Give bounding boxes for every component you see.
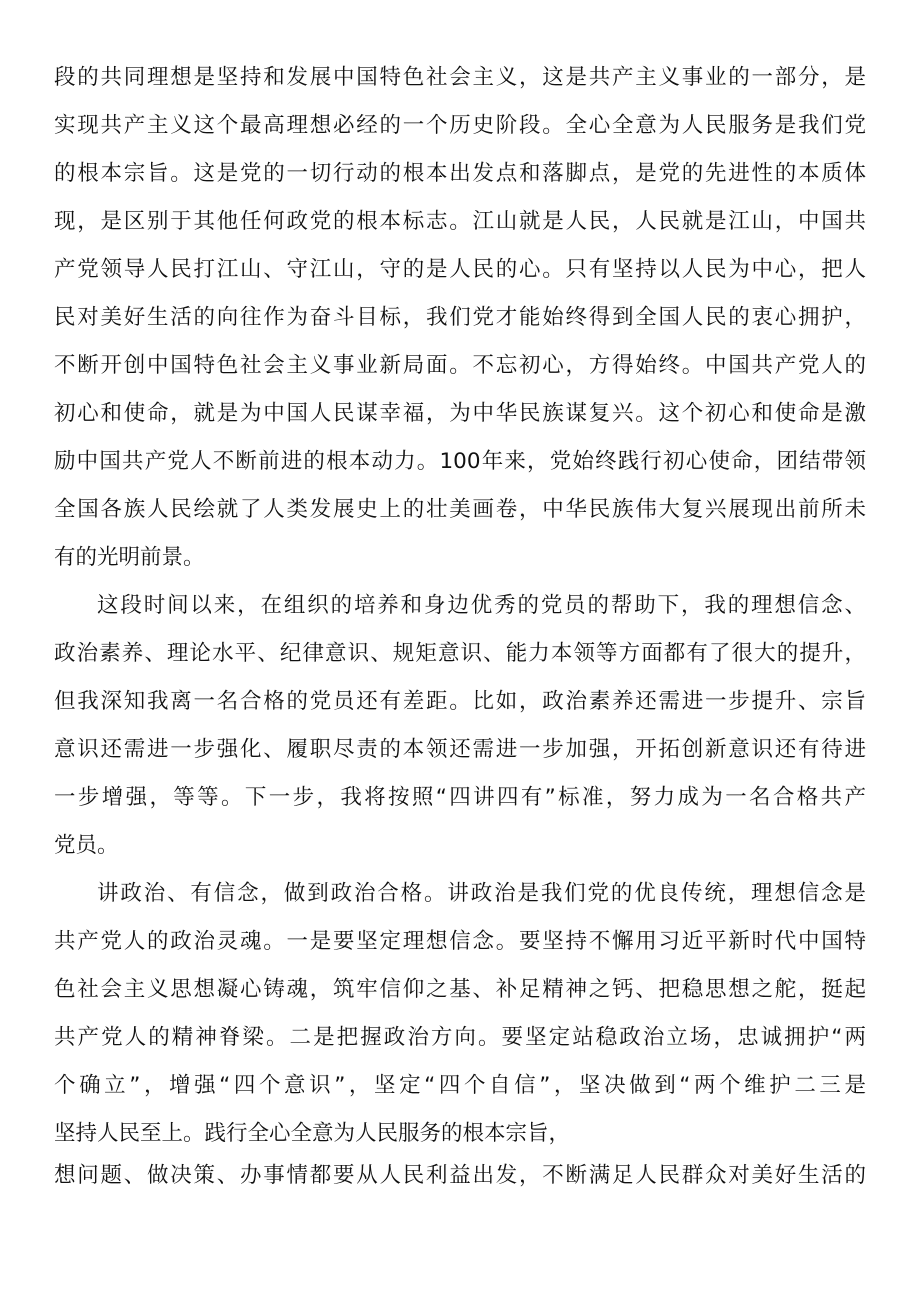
text-line: 共产党人的精神脊梁。二是把握政治方向。要坚定站稳政治立场，忠诚拥护“两 <box>54 1025 866 1050</box>
paragraph-2 <box>54 582 866 870</box>
text-line: 有的光明前景。 <box>54 545 205 570</box>
text-line: 政治素养、理论水平、纪律意识、规矩意识、能力本领等方面都有了很大的提升， <box>54 641 866 666</box>
text-line: 讲政治、有信念，做到政治合格。讲政治是我们党的优良传统，理想信念是 <box>97 881 866 906</box>
text-line: 实现共产主义这个最高理想必经的一个历史阶段。全心全意为人民服务是我们党 <box>54 113 866 138</box>
text-line: 共产党人的政治灵魂。一是要坚定理想信念。要坚持不懈用习近平新时代中国特 <box>54 929 866 954</box>
text-line: 的根本宗旨。这是党的一切行动的根本出发点和落脚点，是党的先进性的本质体 <box>54 161 866 186</box>
text-line: 坚持人民至上。践行全心全意为人民服务的根本宗旨， <box>54 1121 571 1146</box>
text-line: 这段时间以来，在组织的培养和身边优秀的党员的帮助下，我的理想信念、 <box>97 593 866 618</box>
text-line: 意识还需进一步强化、履职尽责的本领还需进一步加强，开拓创新意识还有待进 <box>54 737 866 762</box>
text-line: 党员。 <box>54 833 119 858</box>
text-line: 初心和使命，就是为中国人民谋幸福，为中华民族谋复兴。这个初心和使命是激 <box>54 401 866 426</box>
text-line: 不断开创中国特色社会主义事业新局面。不忘初心，方得始终。中国共产党人的 <box>54 353 866 378</box>
text-line: 个确立”，增强“四个意识”，坚定“四个自信”，坚决做到“两个维护二三是 <box>54 1073 866 1098</box>
text-line: 产党领导人民打江山、守江山，守的是人民的心。只有坚持以人民为中心，把人 <box>54 257 866 282</box>
text-line: 但我深知我离一名合格的党员还有差距。比如，政治素养还需进一步提升、宗旨 <box>54 689 866 714</box>
paragraph-3 <box>54 870 866 1200</box>
text-line: 段的共同理想是坚持和发展中国特色社会主义，这是共产主义事业的一部分，是 <box>54 65 866 90</box>
text-line: 一步增强，等等。下一步，我将按照“四讲四有”标准，努力成为一名合格共产 <box>54 785 866 810</box>
text-line: 现，是区别于其他任何政党的根本标志。江山就是人民，人民就是江山，中国共 <box>54 209 866 234</box>
paragraph-1 <box>54 54 866 582</box>
text-line: 励中国共产党人不断前进的根本动力。100年来，党始终践行初心使命，团结带领 <box>54 449 866 474</box>
text-line: 色社会主义思想凝心铸魂，筑牢信仰之基、补足精神之钙、把稳思想之舵，挺起 <box>54 977 866 1002</box>
text-line: 民对美好生活的向往作为奋斗目标，我们党才能始终得到全国人民的衷心拥护， <box>54 305 866 330</box>
text-line: 全国各族人民绘就了人类发展史上的壮美画卷，中华民族伟大复兴展现出前所未 <box>54 497 866 522</box>
text-line: 想问题、做决策、办事情都要从人民利益出发，不断满足人民群众对美好生活的 <box>54 1163 866 1188</box>
